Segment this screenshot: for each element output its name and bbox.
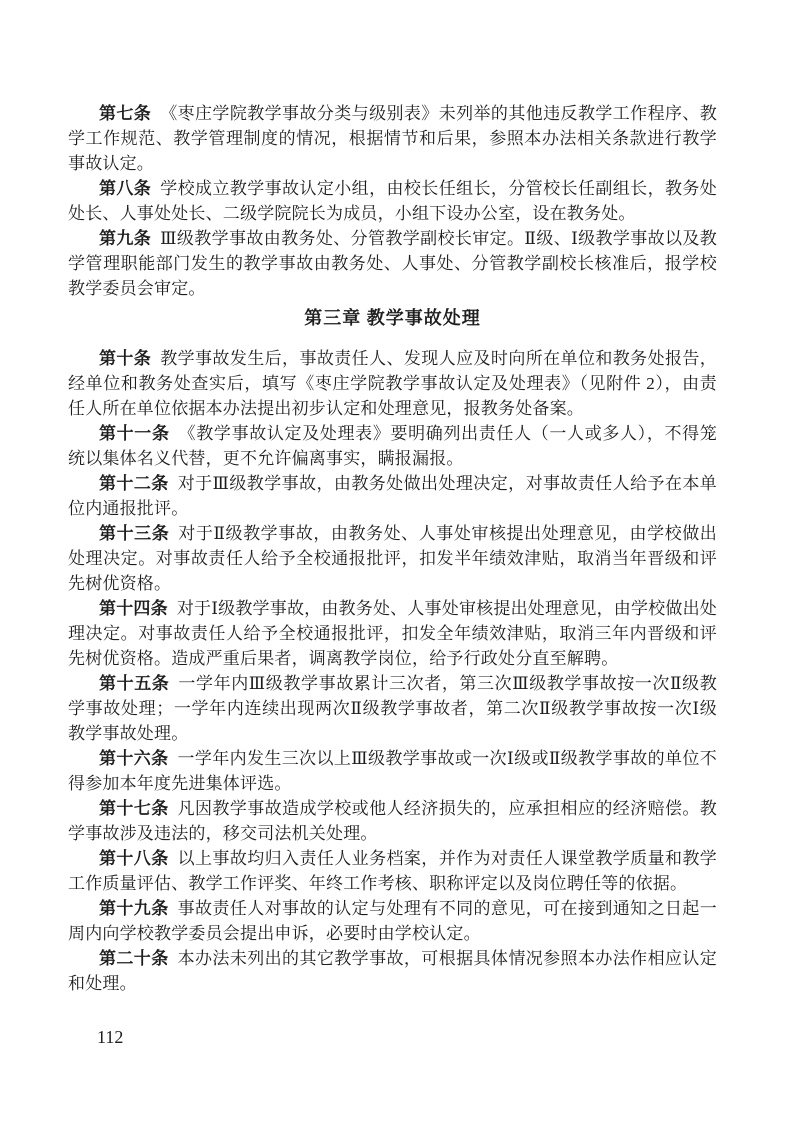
article-text: 对于Ⅰ级教学事故，由教务处、人事处审核提出处理意见，由学校做出处理决定。对事故责任人给予全校通报批评，扣发全年绩效津贴，取消三年内晋级和评先树优资格。造成严重后果者，调离教学岗位，给予行政处分直至解聘。 xyxy=(68,599,717,668)
article-text: 对于Ⅲ级教学事故，由教务处做出处理决定，对事故责任人给予在本单位内通报批评。 xyxy=(68,474,717,518)
article-text: 对于Ⅱ级教学事故，由教务处、人事处审核提出处理意见，由学校做出处理决定。对事故责任人给予全校通报批评，扣发半年绩效津贴，取消当年晋级和评先树优资格。 xyxy=(68,524,717,593)
article-paragraph xyxy=(68,796,717,846)
article-text: 以上事故均归入责任人业务档案，并作为对责任人课堂教学质量和教学工作质量评估、教学工作评奖、年终工作考核、职称评定以及岗位聘任等的依据。 xyxy=(68,849,717,893)
article-paragraph xyxy=(68,671,717,746)
article-text: 本办法未列出的其它教学事故，可根据具体情况参照本办法作相应认定和处理。 xyxy=(68,949,717,993)
article-number: 第九条 xyxy=(99,229,152,248)
page-number: 112 xyxy=(97,1027,124,1047)
article-text: 事故责任人对事故的认定与处理有不同的意见，可在接到通知之日起一周内向学校教学委员会提出申诉，必要时由学校认定。 xyxy=(68,899,717,943)
article-paragraph xyxy=(68,946,717,996)
article-paragraph xyxy=(68,596,717,671)
article-number: 第十三条 xyxy=(99,524,170,543)
article-number: 第二十条 xyxy=(99,949,169,968)
article-text: 教学事故发生后，事故责任人、发现人应及时向所在单位和教务处报告，经单位和教务处查实后，填写《枣庄学院教学事故认定及处理表》（见附件 2），由责任人所在单位依据本办法提出初步认定和处理意见，报教务处备案。 xyxy=(68,349,717,418)
article-paragraph xyxy=(68,471,717,521)
document-body xyxy=(68,101,717,996)
article-number: 第七条 xyxy=(99,104,152,123)
article-paragraph xyxy=(68,746,717,796)
article-text: 学校成立教学事故认定小组，由校长任组长，分管校长任副组长，教务处处长、人事处处长、二级学院院长为成员，小组下设办公室，设在教务处。 xyxy=(68,179,717,223)
article-paragraph xyxy=(68,896,717,946)
article-paragraph xyxy=(68,101,717,176)
article-number: 第十八条 xyxy=(99,849,169,868)
article-number: 第十五条 xyxy=(99,674,170,693)
article-number: 第十七条 xyxy=(99,799,169,818)
article-paragraph xyxy=(68,346,717,421)
article-text: 一学年内Ⅲ级教学事故累计三次者，第三次Ⅲ级教学事故按一次Ⅱ级教学事故处理；一学年内连续出现两次Ⅱ级教学事故者，第二次Ⅱ级教学事故按一次Ⅰ级教学事故处理。 xyxy=(68,674,717,743)
article-text: Ⅲ级教学事故由教务处、分管教学副校长审定。Ⅱ级、Ⅰ级教学事故以及教学管理职能部门发生的教学事故由教务处、人事处、分管教学副校长核准后，报学校教学委员会审定。 xyxy=(68,229,717,298)
article-number: 第十一条 xyxy=(99,424,170,443)
article-text: 凡因教学事故造成学校或他人经济损失的，应承担相应的经济赔偿。教学事故涉及违法的，移交司法机关处理。 xyxy=(68,799,717,843)
article-paragraph xyxy=(68,176,717,226)
article-text: 《教学事故认定及处理表》要明确列出责任人（一人或多人），不得笼统以集体名义代替，更不允许偏离事实，瞒报漏报。 xyxy=(68,424,717,468)
article-text: 一学年内发生三次以上Ⅲ级教学事故或一次Ⅰ级或Ⅱ级教学事故的单位不得参加本年度先进集体评选。 xyxy=(68,749,717,793)
article-number: 第十六条 xyxy=(99,749,169,768)
article-paragraph xyxy=(68,421,717,471)
article-number: 第十条 xyxy=(99,349,152,368)
chapter-heading: 第三章 教学事故处理 xyxy=(304,308,481,328)
article-text: 《枣庄学院教学事故分类与级别表》未列举的其他违反教学工作程序、教学工作规范、教学管理制度的情况，根据情节和后果，参照本办法相关条款进行教学事故认定。 xyxy=(68,104,717,173)
article-paragraph xyxy=(68,226,717,301)
article-paragraph xyxy=(68,846,717,896)
article-number: 第八条 xyxy=(99,179,152,198)
article-number: 第十二条 xyxy=(99,474,169,493)
article-paragraph xyxy=(68,521,717,596)
article-number: 第十九条 xyxy=(99,899,169,918)
article-number: 第十四条 xyxy=(99,599,168,618)
